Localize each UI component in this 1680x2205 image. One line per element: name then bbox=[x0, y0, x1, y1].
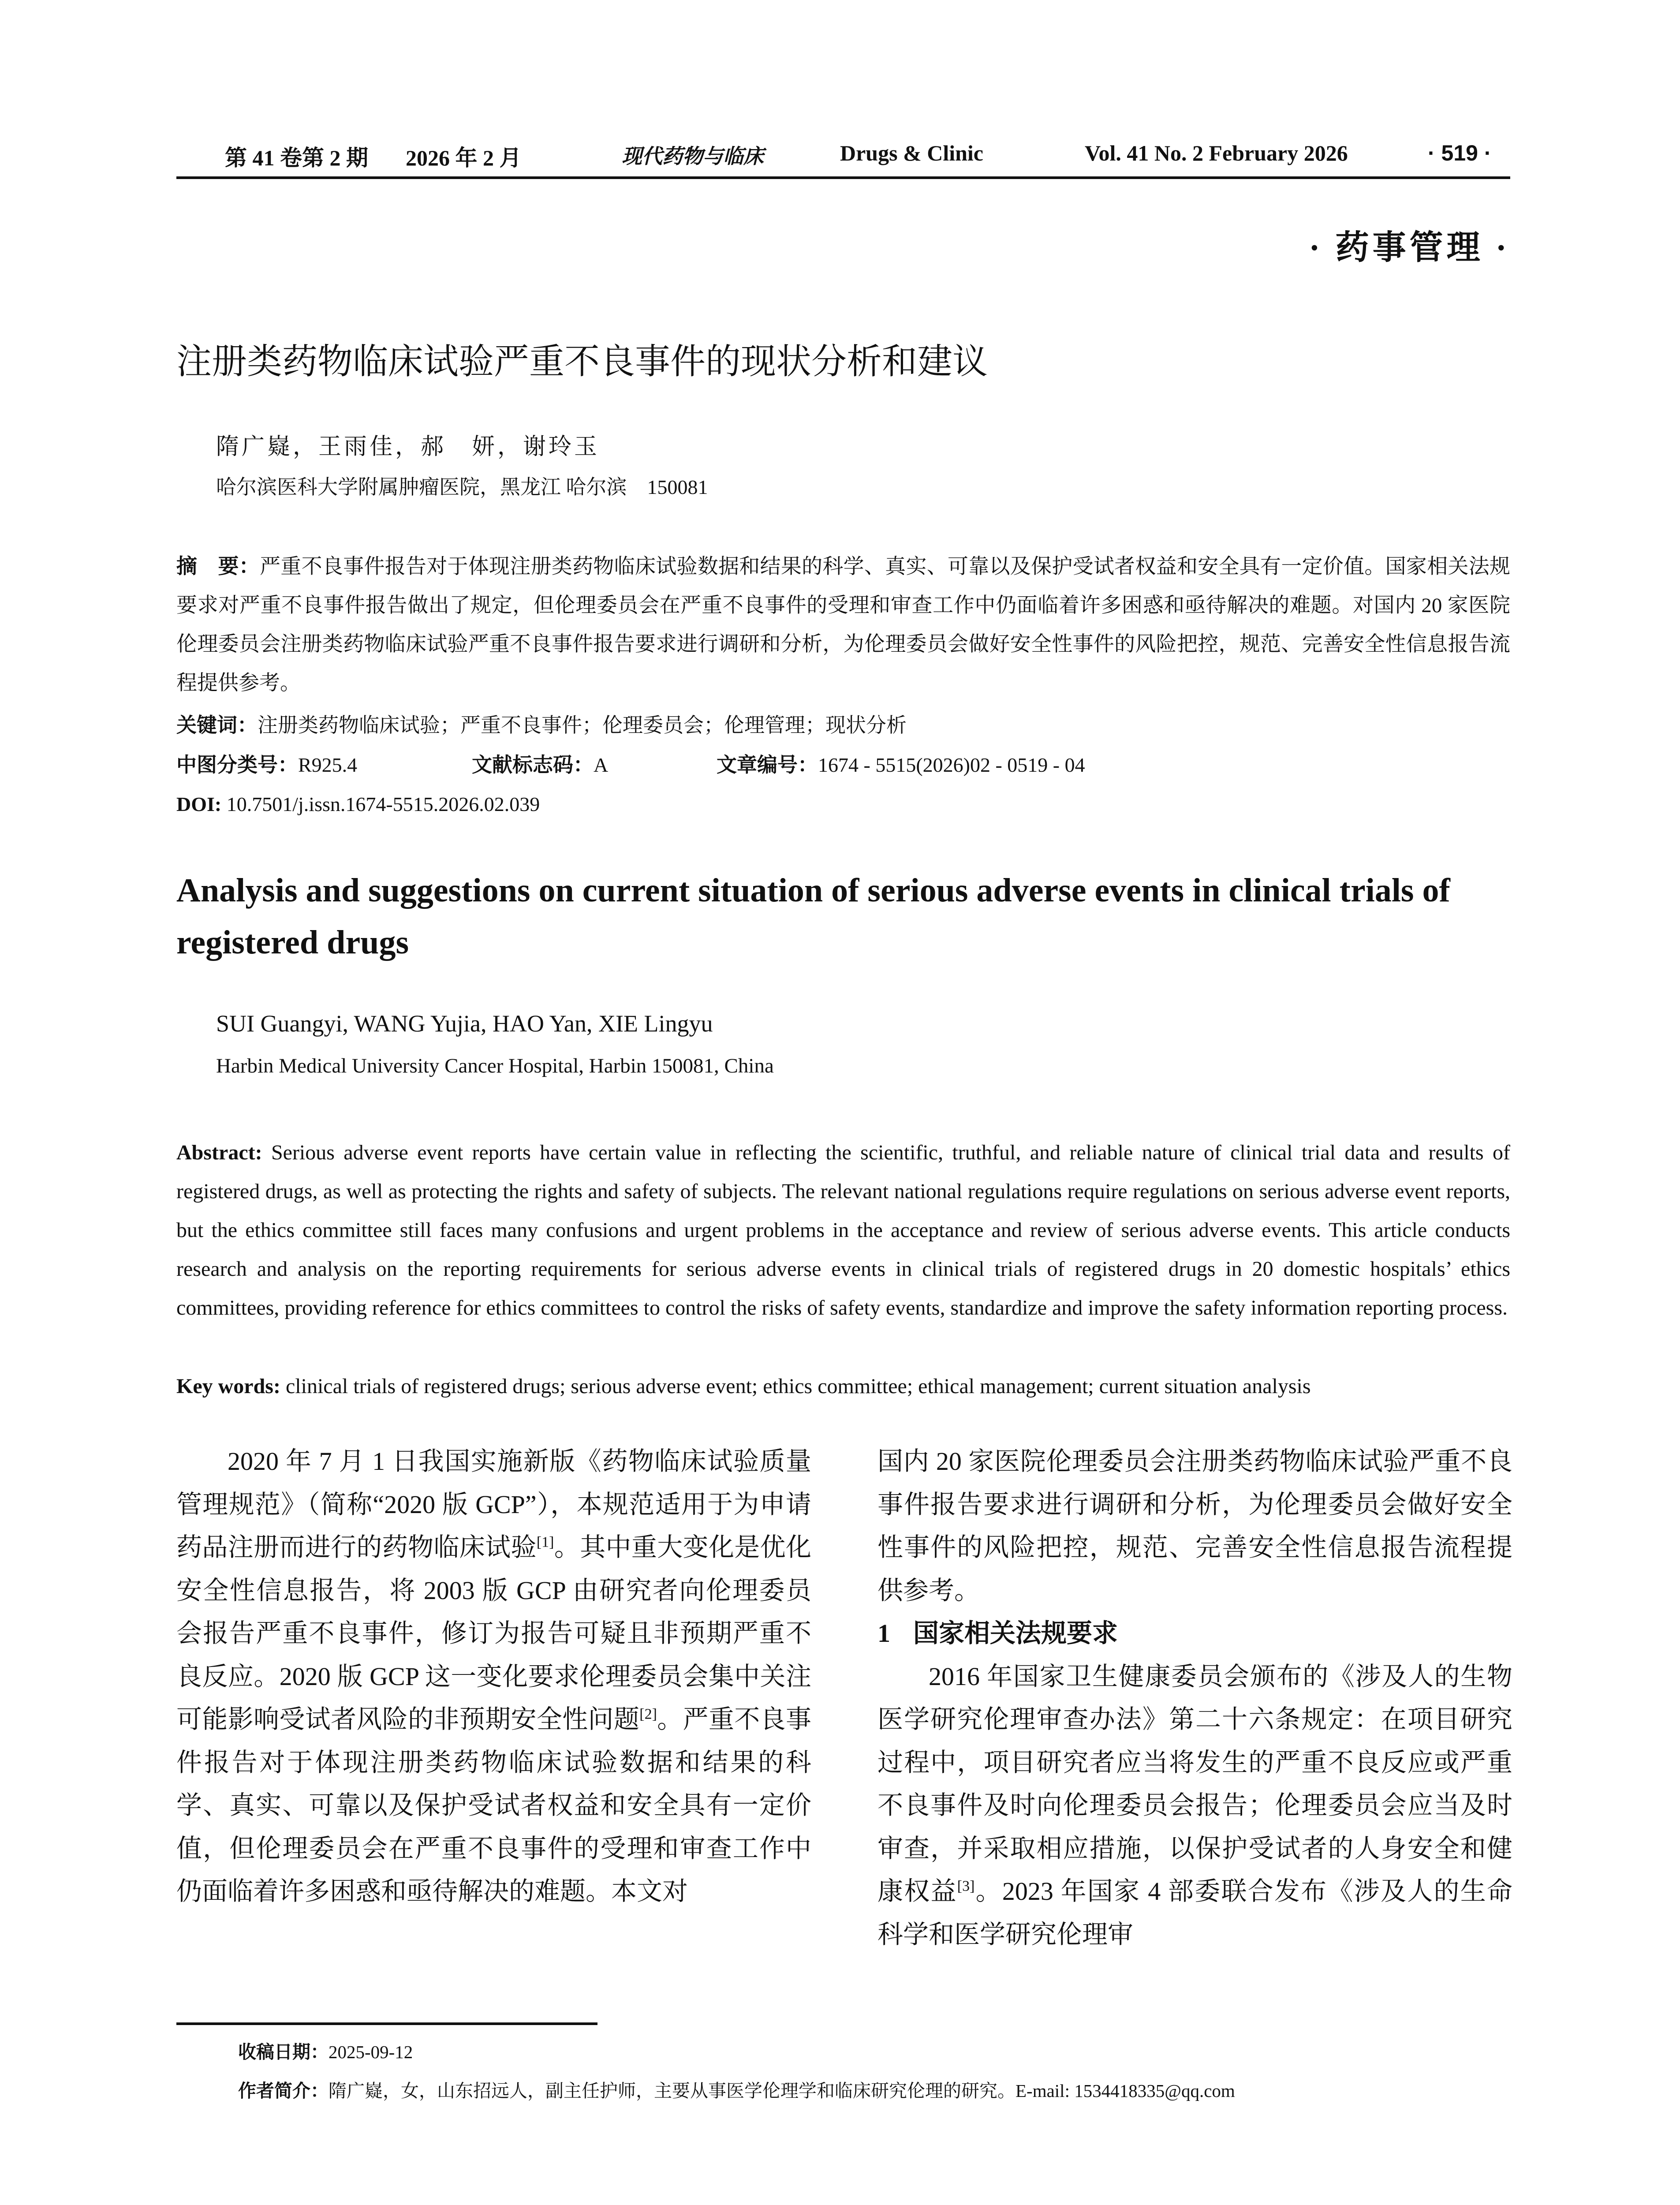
header-date-cn: 2026 年 2 月 bbox=[406, 146, 522, 170]
body-column-left bbox=[176, 1440, 811, 1913]
header-volume-issue-cn: 第 41 卷第 2 期 bbox=[225, 146, 368, 170]
article-title-cn: 注册类药物临床试验严重不良事件的现状分析和建议 bbox=[176, 342, 988, 381]
body-text: 。2023 年国家 4 部委联合发布《涉及人的生命科学和医学研究伦理审 bbox=[877, 1877, 1512, 1949]
citation-2[interactable]: [2] bbox=[639, 1706, 657, 1723]
abstract-en bbox=[176, 1133, 1510, 1327]
doi-line bbox=[176, 785, 1510, 824]
footnote-author-bio bbox=[238, 2076, 1235, 2102]
keywords-en-label: Key words: bbox=[176, 1375, 280, 1398]
body-column-right bbox=[877, 1440, 1512, 1956]
section-number: 1 bbox=[877, 1619, 890, 1648]
keywords-cn-text: 注册类药物临床试验；严重不良事件；伦理委员会；伦理管理；现状分析 bbox=[258, 714, 907, 736]
body-text: 2020 年 7 月 1 日我国实施新版《药物临床试验质量管理规范》（简称“2020 版 GCP”），本规范适用于为申请药品注册而进行的药物临床试验 bbox=[176, 1447, 811, 1562]
footnote-received bbox=[238, 2037, 413, 2063]
abstract-en-label: Abstract: bbox=[176, 1141, 262, 1164]
header-rule bbox=[176, 176, 1510, 179]
abstract-cn bbox=[176, 547, 1510, 703]
author-bio-text: 隋广嶷，女，山东招远人，副主任护师，主要从事医学伦理学和临床研究伦理的研究。E-mail: 1534418335@qq.com bbox=[329, 2081, 1235, 2101]
page-number: · 519 · bbox=[1428, 141, 1492, 165]
doi-label: DOI: bbox=[176, 793, 222, 815]
abstract-cn-text: 严重不良事件报告对于体现注册类药物临床试验数据和结果的科学、真实、可靠以及保护受试者权益和安全具有一定价值。国家相关法规要求对严重不良事件报告做出了规定，但伦理委员会在严重不良事件的受理和审查工作中仍面临着许多困惑和亟待解决的难题。对国内 20 家医院伦理委员会注册类药物临床试验严重不良事件报告要求进行调研和分析，为伦理委员会做好安全性事件的风险把控，规范、完善安全性信息报告流程提供参考。 bbox=[176, 555, 1511, 695]
header-journal-en: Drugs & Clinic bbox=[840, 141, 983, 165]
section-title: 国家相关法规要求 bbox=[913, 1619, 1118, 1648]
clc-value: R925.4 bbox=[298, 754, 358, 776]
header-volume-issue-en: Vol. 41 No. 2 February 2026 bbox=[1085, 141, 1348, 165]
body-text: 2016 年国家卫生健康委员会颁布的《涉及人的生物医学研究伦理审查办法》第二十六条规定：在项目研究过程中，项目研究者应当将发生的严重不良反应或严重不良事件及时向伦理委员会报告；伦理委员会应当及时审查，并采取相应措施，以保护受试者的人身安全和健康权益 bbox=[877, 1662, 1512, 1906]
doi-value[interactable]: 10.7501/j.issn.1674-5515.2026.02.039 bbox=[221, 793, 540, 815]
body-text: 国内 20 家医院伦理委员会注册类药物临床试验严重不良事件报告要求进行调研和分析，为伦理委员会做好安全性事件的风险把控，规范、完善安全性信息报告流程提供参考。 bbox=[877, 1447, 1512, 1605]
affiliation-cn: 哈尔滨医科大学附属肿瘤医院，黑龙江 哈尔滨 150081 bbox=[216, 476, 708, 498]
section-heading-1 bbox=[877, 1612, 1512, 1655]
keywords-en-text: clinical trials of registered drugs; serious adverse event; ethics committee; ethical management; current situation analysis bbox=[280, 1375, 1311, 1398]
citation-3[interactable]: [3] bbox=[957, 1878, 975, 1895]
keywords-cn bbox=[176, 706, 1510, 745]
received-label: 收稿日期： bbox=[238, 2042, 329, 2062]
body-paragraph bbox=[877, 1655, 1512, 1956]
keywords-en bbox=[176, 1367, 1510, 1406]
body-text: 。其中重大变化是优化安全性信息报告，将 2003 版 GCP 由研究者向伦理委员会报告严重不良事件，修订为报告可疑且非预期严重不良反应。2020 版 GCP 这一变化要求伦理委员会集中关注可能影响受试者风险的非预期安全性问题 bbox=[176, 1533, 811, 1734]
clc-label: 中图分类号： bbox=[176, 753, 298, 776]
article-no-value: 1674 - 5515(2026)02 - 0519 - 04 bbox=[818, 754, 1085, 776]
doc-code-group bbox=[472, 745, 608, 785]
keywords-cn-label: 关键词： bbox=[176, 714, 258, 736]
author-bio-label: 作者简介： bbox=[238, 2081, 329, 2101]
body-paragraph bbox=[877, 1440, 1512, 1612]
footnote-rule bbox=[176, 2022, 597, 2025]
authors-cn: 隋广嶷，王雨佳，郝 妍，谢玲玉 bbox=[216, 434, 600, 460]
body-text: 。严重不良事件报告对于体现注册类药物临床试验数据和结果的科学、真实、可靠以及保护受试者权益和安全具有一定价值，但伦理委员会在严重不良事件的受理和审查工作中仍面临着许多困惑和亟待解决的难题。本文对 bbox=[176, 1705, 811, 1906]
article-no-label: 文章编号： bbox=[717, 753, 818, 776]
doc-code-value: A bbox=[594, 754, 609, 776]
article-title-en: Analysis and suggestions on current situation of serious adverse events in clinical trials of registered drugs bbox=[176, 872, 1450, 961]
classification-line bbox=[176, 745, 1510, 784]
abstract-cn-label: 摘 要： bbox=[176, 554, 260, 578]
affiliation-en: Harbin Medical University Cancer Hospital, Harbin 150081, China bbox=[216, 1054, 774, 1077]
article-no-group bbox=[717, 745, 1085, 785]
section-tag: · 药事管理 · bbox=[1309, 229, 1510, 266]
abstract-en-text: Serious adverse event reports have certain value in reflecting the scientific, truthful, and reliable nature of clinical trial data and results of registered drugs, as well as protecting the rights and safety of subjects. The relevant national regulations require regulations on serious adverse event reports, but the ethics committee still faces many confusions and urgent problems in the acceptance and review of serious adverse events. This article conducts research and analysis on the reporting requirements for serious adverse events in clinical trials of registered drugs in 20 domestic hospitals’ ethics committees, providing reference for ethics committees to control the risks of safety events, standardize and improve the safety information reporting process. bbox=[176, 1141, 1510, 1319]
citation-1[interactable]: [1] bbox=[536, 1534, 554, 1551]
running-header bbox=[176, 140, 1510, 171]
body-paragraph bbox=[176, 1440, 811, 1913]
received-date: 2025-09-12 bbox=[329, 2042, 413, 2062]
authors-en: SUI Guangyi, WANG Yujia, HAO Yan, XIE Lingyu bbox=[216, 1010, 713, 1037]
clc-group bbox=[176, 745, 357, 785]
header-journal-cn: 现代药物与临床 bbox=[622, 144, 764, 168]
doc-code-label: 文献标志码： bbox=[472, 753, 594, 776]
